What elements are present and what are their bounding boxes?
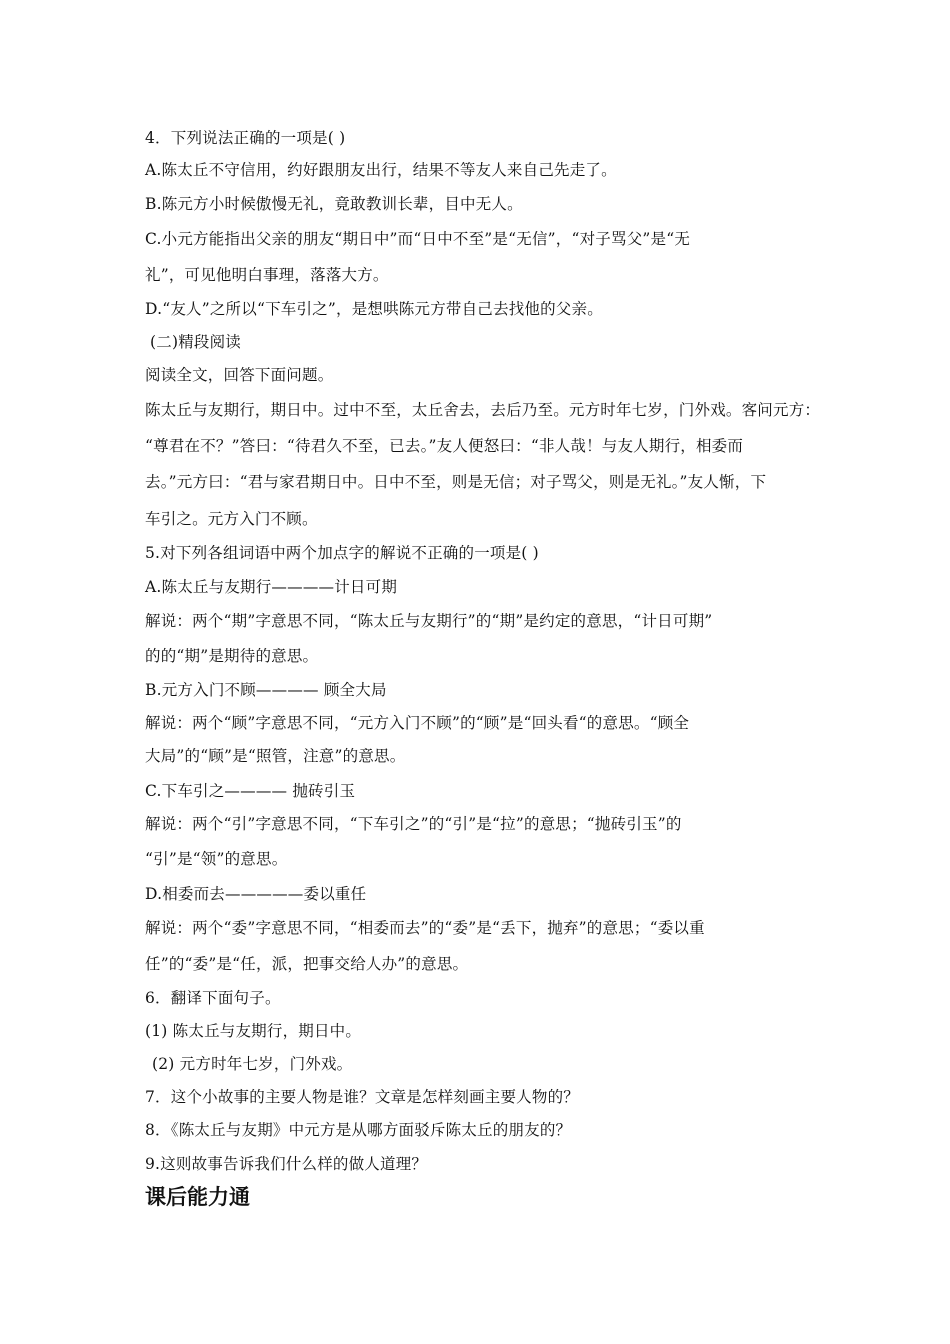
passage-line: 陈太丘与友期行，期日中。过中不至，太丘舍去，去后乃至。元方时年七岁，门外戏。客问元方： xyxy=(145,401,821,419)
q8: 8．《陈太丘与友期》中元方是从哪方面驳斥陈太丘的朋友的？ xyxy=(145,1121,572,1139)
section-title: (二)精段阅读 xyxy=(150,333,241,351)
passage-line: 去。”元方曰：“君与家君期日中。日中不至，则是无信；对子骂父，则是无礼。”友人惭，下 xyxy=(145,473,767,491)
q5-option-a-explanation: 解说：两个“期”字意思不同，“陈太丘与友期行”的“期”是约定的意思，“计日可期” xyxy=(145,612,713,630)
q5-option-d: D.相委而去—————委以重任 xyxy=(145,885,367,903)
q5-option-c-explanation: “引”是“领”的意思。 xyxy=(145,850,288,868)
q5-option-c: C.下车引之———— 抛砖引玉 xyxy=(145,782,356,800)
q5-option-b-explanation: 大局”的“顾”是“照管，注意”的意思。 xyxy=(145,747,406,765)
q4-option-b: B.陈元方小时候傲慢无礼，竟敢教训长辈，目中无人。 xyxy=(145,195,523,213)
q9: 9.这则故事告诉我们什么样的做人道理？ xyxy=(145,1155,428,1173)
q5-option-d-explanation: 解说：两个“委”字意思不同，“相委而去”的“委”是“丢下，抛弃”的意思；“委以重 xyxy=(145,919,705,937)
q4-option-a: A.陈太丘不守信用，约好跟朋友出行，结果不等友人来自己先走了。 xyxy=(145,161,617,179)
q5-stem: 5.对下列各组词语中两个加点字的解说不正确的一项是( ) xyxy=(145,544,539,562)
passage-line: “尊君在不？”答曰：“待君久不至，已去。”友人便怒曰：“非人哉！与友人期行，相委而 xyxy=(145,437,744,455)
q4-option-c-line1: C.小元方能指出父亲的朋友“期日中”而“日中不至”是“无信”，“对子骂父”是“无 xyxy=(145,230,691,248)
q5-option-a-explanation: 的的“期”是期待的意思。 xyxy=(145,647,319,665)
q5-option-b: B.元方入门不顾———— 顾全大局 xyxy=(145,681,387,699)
q5-option-c-explanation: 解说：两个“引”字意思不同，“下车引之”的“引”是“拉”的意思；“抛砖引玉”的 xyxy=(145,815,682,833)
section-heading: 课后能力通 xyxy=(145,1185,250,1209)
section-instruction: 阅读全文，回答下面问题。 xyxy=(145,366,334,384)
q7: 7．这个小故事的主要人物是谁？文章是怎样刻画主要人物的？ xyxy=(145,1088,579,1106)
q4-option-d: D.“友人”之所以“下车引之”，是想哄陈元方带自己去找他的父亲。 xyxy=(145,300,603,318)
q5-option-b-explanation: 解说：两个“顾”字意思不同，“元方入门不顾”的“顾”是“回头看“的意思。“顾全 xyxy=(145,714,690,732)
q5-option-d-explanation: 任”的“委”是“任，派，把事交给人办”的意思。 xyxy=(145,955,469,973)
q6-sentence-1: (1) 陈太丘与友期行，期日中。 xyxy=(145,1022,362,1040)
q6-stem: 6．翻译下面句子。 xyxy=(145,989,281,1007)
q5-option-a: A.陈太丘与友期行————计日可期 xyxy=(145,578,398,596)
q6-sentence-2: (2) 元方时年七岁，门外戏。 xyxy=(152,1055,353,1073)
q4-stem: 4．下列说法正确的一项是( ) xyxy=(145,129,346,147)
q4-option-c-line2: 礼”，可见他明白事理，落落大方。 xyxy=(145,266,389,284)
passage-line: 车引之。元方入门不顾。 xyxy=(145,510,318,528)
